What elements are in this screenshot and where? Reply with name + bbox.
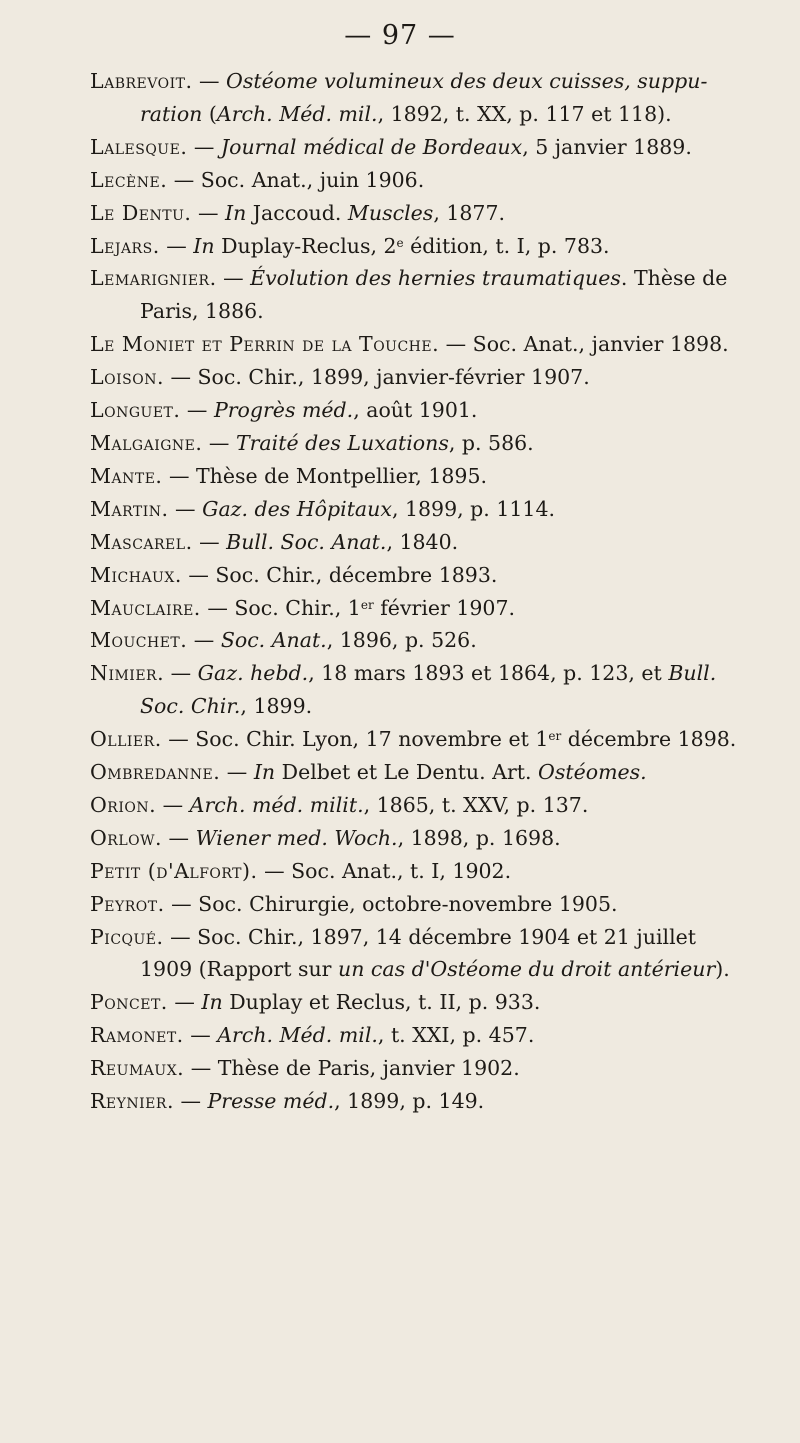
entry-text: , 1899.	[240, 694, 313, 719]
bibliography-entry	[90, 1085, 740, 1118]
entry-author: Petit (d'Alfort).	[90, 858, 258, 883]
entry-author: Ollier.	[90, 727, 162, 752]
entry-text: —	[192, 529, 227, 554]
entry-italic-text: In	[193, 233, 215, 258]
entry-italic-text: Ostéome volumineux des deux cuisses, suppuration	[140, 69, 708, 126]
entry-text: . Thèse de Paris, 1886.	[140, 266, 728, 324]
entry-text: —	[187, 628, 221, 653]
entry-text: , 1898, p. 1698.	[397, 825, 561, 850]
bibliography-entry	[90, 460, 740, 493]
entry-author: Labrevoit.	[90, 69, 193, 93]
entry-italic-text: Bull. Soc. Chir.	[140, 661, 717, 719]
entry-text: — Soc. Chir., décembre 1893.	[181, 562, 498, 587]
entry-italic-text: Bull. Soc. Anat.	[226, 529, 387, 554]
bibliography-entry	[90, 559, 740, 592]
entry-italic-text: In	[201, 990, 223, 1015]
entry-italic-text: Arch. méd. milit.	[189, 792, 364, 817]
bibliography-entry	[90, 197, 740, 230]
bibliography-entry	[90, 888, 740, 921]
entry-text: — Soc. Anat., janvier 1898.	[439, 332, 729, 357]
entry-italic-text: Traité des Luxations	[235, 430, 449, 455]
entry-text: —	[164, 661, 198, 686]
entry-text: décembre 1898.	[561, 727, 737, 752]
entry-author: Le Dentu.	[90, 200, 192, 225]
entry-text: — Soc. Chir., 1	[200, 595, 361, 620]
entry-text: , p. 586.	[448, 430, 534, 455]
entry-text: février 1907.	[373, 595, 516, 620]
entry-text: , t. XXI, p. 457.	[377, 1023, 535, 1048]
entry-text: —	[192, 69, 227, 93]
bibliography-entry	[90, 328, 740, 361]
entry-text: , 1892, t. XX, p. 117 et 118).	[377, 101, 672, 126]
bibliography-entry	[90, 1019, 740, 1052]
entry-text: — Soc. Chir., 1897, 14 décembre 1904 et 21 juillet 1909 (Rapport sur	[140, 924, 696, 982]
entry-author: Michaux.	[90, 562, 182, 587]
page-number: — 97 —	[344, 20, 456, 51]
bibliography-entry	[90, 427, 740, 460]
bibliography-entry	[90, 657, 740, 723]
bibliography-entry	[90, 723, 740, 756]
entry-author: Reynier.	[90, 1089, 174, 1114]
bibliography-entry	[90, 262, 740, 328]
entry-text: —	[183, 1023, 218, 1048]
entry-text: , août 1901.	[353, 398, 478, 423]
entry-text: Jaccoud.	[246, 200, 348, 225]
entry-text: —	[187, 134, 221, 159]
entry-author: Le Moniet et Perrin de la Touche.	[90, 332, 440, 357]
bibliography-entry	[90, 65, 740, 131]
entry-author: Mouchet.	[90, 628, 188, 653]
entry-italic-text: Arch. Méd. mil.	[216, 101, 378, 126]
bibliography-entry	[90, 921, 740, 987]
entry-text: —	[167, 990, 202, 1015]
entry-author: Lemarignier.	[90, 266, 217, 291]
entry-text: , 1840.	[386, 529, 459, 554]
bibliography-entry	[90, 592, 740, 625]
entry-text: , 1865, t. XXV, p. 137.	[363, 792, 589, 817]
entry-text: — Thèse de Montpellier, 1895.	[162, 463, 488, 488]
bibliography-entry	[90, 624, 740, 657]
entry-text: —	[159, 233, 194, 258]
bibliography-entry	[90, 164, 740, 197]
entry-superscript: er	[548, 729, 562, 744]
entry-italic-text: Gaz. hebd.	[197, 661, 309, 686]
entry-text: — Soc. Chirurgie, octobre-novembre 1905.	[164, 891, 618, 916]
entry-text: —	[220, 760, 254, 785]
entry-text: , 1899, p. 149.	[334, 1089, 485, 1114]
entry-author: Orion.	[90, 792, 157, 817]
entry-superscript: e	[396, 235, 404, 250]
entry-author: Mante.	[90, 463, 163, 488]
entry-italic-text: In	[253, 760, 276, 785]
entry-italic-text: In	[224, 200, 247, 225]
entry-author: Orlow.	[90, 825, 163, 850]
entry-text: —	[202, 430, 236, 455]
entry-author: Picqué.	[90, 924, 164, 949]
entry-italic-text: Wiener med. Woch.	[195, 825, 398, 850]
entry-author: Malgaigne.	[90, 430, 203, 455]
entry-text: Delbet et Le Dentu. Art.	[275, 760, 539, 785]
entry-author: Ramonet.	[90, 1023, 184, 1048]
entry-text: — Soc. Chir. Lyon, 17 novembre et 1	[161, 727, 549, 752]
entry-italic-text: un cas d'Ostéome du droit antérieur	[338, 957, 716, 982]
entry-text: — Thèse de Paris, janvier 1902.	[184, 1056, 520, 1081]
entry-author: Peyrot.	[90, 891, 165, 916]
entry-text: Duplay-Reclus, 2	[214, 233, 397, 258]
entry-text: , 5 janvier 1889.	[522, 134, 692, 159]
entry-author: Mauclaire.	[90, 595, 201, 620]
entry-text: , 1899, p. 1114.	[391, 496, 556, 521]
bibliography-entry	[90, 855, 740, 888]
entry-italic-text: Arch. Méd. mil.	[217, 1023, 378, 1048]
entry-italic-text: Gaz. des Hôpitaux	[202, 496, 392, 521]
entry-italic-text: Journal médical de Bordeaux	[220, 134, 523, 159]
entry-text: — Soc. Anat., t. I, 1902.	[257, 858, 512, 883]
bibliography-entry	[90, 131, 740, 164]
bibliography-entry	[90, 789, 740, 822]
entry-author: Lejars.	[90, 233, 160, 258]
bibliography-entry	[90, 493, 740, 526]
entry-italic-text: Ostéomes.	[538, 760, 647, 785]
entry-author: Lecène.	[90, 167, 168, 192]
entry-author: Martin.	[90, 496, 169, 521]
entry-text: —	[173, 1089, 208, 1114]
entry-text: Duplay et Reclus, t. II, p. 933.	[222, 990, 541, 1015]
entry-author: Poncet.	[90, 990, 168, 1015]
entry-italic-text: Muscles	[347, 200, 434, 225]
entry-author: Reumaux.	[90, 1056, 185, 1081]
entry-text: (	[202, 101, 217, 126]
entry-text: —	[216, 266, 251, 291]
entry-text: —	[191, 200, 225, 225]
entry-italic-text: Progrès méd.	[213, 398, 354, 423]
bibliography-entry	[90, 1052, 740, 1085]
entry-text: ).	[715, 957, 730, 982]
entry-italic-text: Évolution des hernies traumatiques	[250, 266, 621, 291]
entry-text: —	[168, 496, 203, 521]
bibliography-entry	[90, 361, 740, 394]
entry-text: — Soc. Anat., juin 1906.	[167, 167, 425, 192]
entry-text: édition, t. I, p. 783.	[403, 233, 610, 258]
entry-author: Mascarel.	[90, 529, 193, 554]
entry-author: Nimier.	[90, 661, 165, 686]
bibliography-entry	[90, 230, 740, 263]
bibliography-entry	[90, 822, 740, 855]
bibliography-entry	[90, 756, 740, 789]
entry-author: Loison.	[90, 365, 164, 390]
entry-text: — Soc. Chir., 1899, janvier-février 1907.	[163, 365, 590, 390]
entry-superscript: er	[360, 597, 374, 612]
entry-italic-text: Presse méd.	[207, 1089, 335, 1114]
entry-text: —	[156, 792, 190, 817]
entry-author: Ombredanne.	[90, 760, 221, 785]
entry-text: , 1877.	[433, 200, 506, 225]
entry-text: , 18 mars 1893 et 1864, p. 123, et	[308, 661, 669, 686]
entry-text: —	[162, 825, 196, 850]
bibliography-entry	[90, 986, 740, 1019]
entry-author: Lalesque.	[90, 134, 188, 159]
entry-text: —	[180, 398, 214, 423]
entry-author: Longuet.	[90, 398, 181, 423]
bibliography-entry	[90, 394, 740, 427]
bibliography-entry	[90, 526, 740, 559]
entry-italic-text: Soc. Anat.	[220, 628, 327, 653]
entry-text: , 1896, p. 526.	[326, 628, 477, 653]
bibliography-list	[90, 65, 740, 1118]
